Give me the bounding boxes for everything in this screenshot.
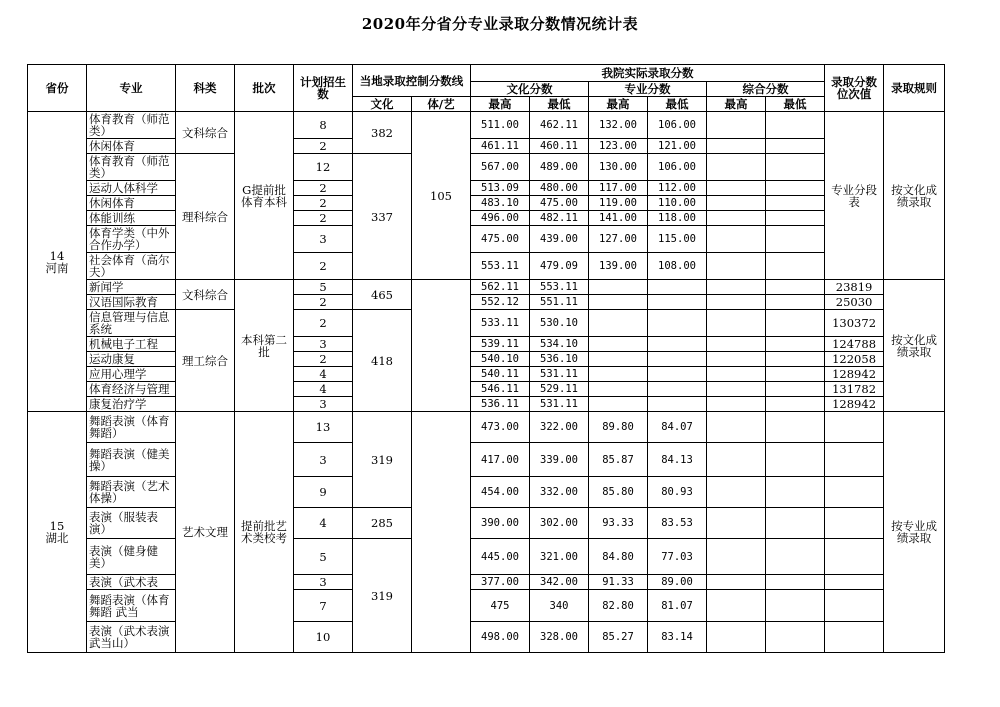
plan-cell: 4 [294, 508, 353, 539]
table-row [28, 112, 945, 139]
culture-min-cell: 439.00 [530, 226, 589, 253]
table-row [28, 352, 945, 367]
rank-cell: 122058 [825, 352, 884, 367]
plan-cell: 4 [294, 382, 353, 397]
rule-cell: 按专业成绩录取 [884, 412, 945, 653]
culture-max-cell: 390.00 [471, 508, 530, 539]
plan-cell: 3 [294, 337, 353, 352]
rank-cell [825, 508, 884, 539]
major-cell: 表演（武术表演 武当山） [87, 622, 176, 653]
header-control-tiyi: 体/艺 [412, 97, 471, 112]
culture-min-cell: 489.00 [530, 154, 589, 181]
province-cell: 15 湖北 [28, 412, 87, 653]
table-row [28, 280, 945, 295]
major-max-cell: 132.00 [589, 112, 648, 139]
composite-min-cell [766, 508, 825, 539]
major-max-cell: 127.00 [589, 226, 648, 253]
province-cell: 14 河南 [28, 112, 87, 412]
table-row [28, 211, 945, 226]
header-culture-min: 最低 [530, 97, 589, 112]
plan-cell: 2 [294, 253, 353, 280]
major-min-cell: 83.53 [648, 508, 707, 539]
control-wenhua-cell: 319 [353, 539, 412, 653]
table-row [28, 575, 945, 590]
plan-cell: 2 [294, 139, 353, 154]
plan-cell: 10 [294, 622, 353, 653]
major-cell: 休闲体育 [87, 139, 176, 154]
rank-cell: 25030 [825, 295, 884, 310]
culture-min-cell: 536.10 [530, 352, 589, 367]
major-max-cell: 119.00 [589, 196, 648, 211]
composite-max-cell [707, 397, 766, 412]
culture-min-cell: 480.00 [530, 181, 589, 196]
composite-min-cell [766, 367, 825, 382]
major-cell: 表演（健身健美） [87, 539, 176, 575]
major-max-cell: 141.00 [589, 211, 648, 226]
control-tiyi-cell [412, 412, 471, 653]
composite-min-cell [766, 622, 825, 653]
table-row [28, 622, 945, 653]
culture-max-cell: 483.10 [471, 196, 530, 211]
plan-cell: 3 [294, 397, 353, 412]
rank-cell: 124788 [825, 337, 884, 352]
table-row [28, 226, 945, 253]
culture-max-cell: 454.00 [471, 477, 530, 508]
culture-max-cell: 553.11 [471, 253, 530, 280]
culture-min-cell: 479.09 [530, 253, 589, 280]
major-max-cell [589, 352, 648, 367]
culture-min-cell: 475.00 [530, 196, 589, 211]
subject-cell: 艺术文理 [176, 412, 235, 653]
composite-max-cell [707, 280, 766, 295]
table-row [28, 508, 945, 539]
header-subject: 科类 [176, 65, 235, 112]
major-max-cell [589, 397, 648, 412]
plan-cell: 2 [294, 295, 353, 310]
plan-cell: 2 [294, 181, 353, 196]
major-max-cell: 85.80 [589, 477, 648, 508]
major-cell: 表演（武术表 [87, 575, 176, 590]
culture-min-cell: 302.00 [530, 508, 589, 539]
major-max-cell [589, 337, 648, 352]
culture-max-cell: 475.00 [471, 226, 530, 253]
table-row [28, 337, 945, 352]
culture-min-cell: 529.11 [530, 382, 589, 397]
composite-min-cell [766, 295, 825, 310]
major-max-cell: 117.00 [589, 181, 648, 196]
major-min-cell: 115.00 [648, 226, 707, 253]
major-max-cell [589, 310, 648, 337]
header-control-line: 当地录取控制分数线 [353, 65, 471, 97]
header-control-wenhua: 文化 [353, 97, 412, 112]
culture-max-cell: 496.00 [471, 211, 530, 226]
culture-min-cell: 530.10 [530, 310, 589, 337]
composite-min-cell [766, 352, 825, 367]
header-culture-score: 文化分数 [471, 82, 589, 97]
culture-min-cell: 534.10 [530, 337, 589, 352]
plan-cell: 2 [294, 211, 353, 226]
major-cell: 社会体育（高尔夫） [87, 253, 176, 280]
major-min-cell: 106.00 [648, 112, 707, 139]
culture-min-cell: 340 [530, 590, 589, 622]
major-cell: 舞蹈表演（体育舞蹈 武当 [87, 590, 176, 622]
major-cell: 体能训练 [87, 211, 176, 226]
batch-cell: 提前批艺术类校考 [235, 412, 294, 653]
culture-max-cell: 511.00 [471, 112, 530, 139]
major-cell: 康复治疗学 [87, 397, 176, 412]
culture-min-cell: 551.11 [530, 295, 589, 310]
subject-cell: 文科综合 [176, 112, 235, 154]
page-title: 2020年分省分专业录取分数情况统计表 [361, 15, 639, 33]
major-cell: 舞蹈表演（体育舞蹈） [87, 412, 176, 443]
culture-max-cell: 546.11 [471, 382, 530, 397]
header-composite-score: 综合分数 [707, 82, 825, 97]
culture-min-cell: 531.11 [530, 367, 589, 382]
major-min-cell: 89.00 [648, 575, 707, 590]
culture-max-cell: 536.11 [471, 397, 530, 412]
header-plan: 计划招生数 [294, 65, 353, 112]
culture-min-cell: 531.11 [530, 397, 589, 412]
culture-max-cell: 540.10 [471, 352, 530, 367]
major-cell: 新闻学 [87, 280, 176, 295]
major-min-cell [648, 295, 707, 310]
table-row [28, 367, 945, 382]
header-major-min: 最低 [648, 97, 707, 112]
major-min-cell: 118.00 [648, 211, 707, 226]
culture-max-cell: 540.11 [471, 367, 530, 382]
culture-min-cell: 339.00 [530, 443, 589, 477]
composite-max-cell [707, 196, 766, 211]
major-max-cell: 84.80 [589, 539, 648, 575]
rank-cell [825, 590, 884, 622]
control-wenhua-cell: 465 [353, 280, 412, 310]
major-min-cell: 84.07 [648, 412, 707, 443]
header-rule: 录取规则 [884, 65, 945, 112]
culture-min-cell: 342.00 [530, 575, 589, 590]
major-max-cell: 123.00 [589, 139, 648, 154]
header-major-max: 最高 [589, 97, 648, 112]
major-cell: 汉语国际教育 [87, 295, 176, 310]
table-row [28, 196, 945, 211]
composite-max-cell [707, 310, 766, 337]
major-min-cell: 81.07 [648, 590, 707, 622]
table-row [28, 181, 945, 196]
table-row [28, 139, 945, 154]
major-cell: 体育教育（师范类） [87, 112, 176, 139]
rank-cell: 131782 [825, 382, 884, 397]
rank-cell: 专业分段表 [825, 112, 884, 280]
composite-min-cell [766, 337, 825, 352]
control-tiyi-cell: 105 [412, 112, 471, 280]
composite-max-cell [707, 181, 766, 196]
major-max-cell: 93.33 [589, 508, 648, 539]
major-min-cell [648, 397, 707, 412]
composite-max-cell [707, 337, 766, 352]
major-max-cell: 91.33 [589, 575, 648, 590]
culture-max-cell: 475 [471, 590, 530, 622]
culture-max-cell: 377.00 [471, 575, 530, 590]
table-row [28, 382, 945, 397]
plan-cell: 8 [294, 112, 353, 139]
major-cell: 应用心理学 [87, 367, 176, 382]
culture-max-cell: 445.00 [471, 539, 530, 575]
composite-max-cell [707, 112, 766, 139]
control-tiyi-cell [412, 280, 471, 412]
composite-max-cell [707, 590, 766, 622]
composite-min-cell [766, 139, 825, 154]
table-row [28, 154, 945, 181]
major-max-cell [589, 367, 648, 382]
major-max-cell: 139.00 [589, 253, 648, 280]
composite-min-cell [766, 397, 825, 412]
composite-min-cell [766, 253, 825, 280]
major-min-cell: 110.00 [648, 196, 707, 211]
culture-min-cell: 321.00 [530, 539, 589, 575]
major-max-cell: 130.00 [589, 154, 648, 181]
major-min-cell: 108.00 [648, 253, 707, 280]
culture-max-cell: 567.00 [471, 154, 530, 181]
culture-max-cell: 461.11 [471, 139, 530, 154]
major-min-cell [648, 367, 707, 382]
plan-cell: 3 [294, 575, 353, 590]
major-min-cell: 84.13 [648, 443, 707, 477]
composite-min-cell [766, 310, 825, 337]
composite-max-cell [707, 295, 766, 310]
major-max-cell [589, 382, 648, 397]
rank-cell: 128942 [825, 397, 884, 412]
composite-max-cell [707, 443, 766, 477]
composite-min-cell [766, 539, 825, 575]
major-min-cell [648, 310, 707, 337]
major-min-cell: 106.00 [648, 154, 707, 181]
rank-cell [825, 412, 884, 443]
plan-cell: 5 [294, 280, 353, 295]
control-wenhua-cell: 382 [353, 112, 412, 154]
major-min-cell [648, 382, 707, 397]
composite-min-cell [766, 196, 825, 211]
plan-cell: 3 [294, 226, 353, 253]
culture-min-cell: 328.00 [530, 622, 589, 653]
header-composite-min: 最低 [766, 97, 825, 112]
plan-cell: 2 [294, 196, 353, 211]
composite-max-cell [707, 139, 766, 154]
composite-min-cell [766, 112, 825, 139]
culture-min-cell: 462.11 [530, 112, 589, 139]
header-rank: 录取分数位次值 [825, 65, 884, 112]
composite-min-cell [766, 443, 825, 477]
composite-max-cell [707, 226, 766, 253]
major-min-cell: 112.00 [648, 181, 707, 196]
table-row [28, 590, 945, 622]
composite-max-cell [707, 412, 766, 443]
header-composite-max: 最高 [707, 97, 766, 112]
subject-cell: 理科综合 [176, 154, 235, 280]
major-max-cell [589, 280, 648, 295]
major-cell: 舞蹈表演（健美操） [87, 443, 176, 477]
control-wenhua-cell: 418 [353, 310, 412, 412]
header-major-score: 专业分数 [589, 82, 707, 97]
major-cell: 表演（服装表演） [87, 508, 176, 539]
culture-min-cell: 482.11 [530, 211, 589, 226]
table-row [28, 295, 945, 310]
plan-cell: 12 [294, 154, 353, 181]
header-batch: 批次 [235, 65, 294, 112]
header-major: 专业 [87, 65, 176, 112]
table-row [28, 397, 945, 412]
culture-max-cell: 498.00 [471, 622, 530, 653]
composite-max-cell [707, 352, 766, 367]
major-min-cell [648, 280, 707, 295]
major-cell: 体育教育（师范类） [87, 154, 176, 181]
rank-cell [825, 443, 884, 477]
rank-cell [825, 575, 884, 590]
batch-cell: 本科第二批 [235, 280, 294, 412]
composite-min-cell [766, 412, 825, 443]
major-min-cell [648, 352, 707, 367]
header-province: 省份 [28, 65, 87, 112]
major-cell: 休闲体育 [87, 196, 176, 211]
rule-cell: 按文化成绩录取 [884, 280, 945, 412]
table-row [28, 412, 945, 443]
culture-min-cell: 322.00 [530, 412, 589, 443]
subject-cell: 文科综合 [176, 280, 235, 310]
plan-cell: 2 [294, 310, 353, 337]
major-min-cell: 77.03 [648, 539, 707, 575]
major-max-cell [589, 295, 648, 310]
culture-max-cell: 513.09 [471, 181, 530, 196]
composite-max-cell [707, 367, 766, 382]
culture-max-cell: 539.11 [471, 337, 530, 352]
composite-min-cell [766, 590, 825, 622]
composite-max-cell [707, 622, 766, 653]
composite-min-cell [766, 154, 825, 181]
composite-min-cell [766, 211, 825, 226]
table-row [28, 443, 945, 477]
culture-max-cell: 562.11 [471, 280, 530, 295]
rank-cell: 23819 [825, 280, 884, 295]
culture-max-cell: 533.11 [471, 310, 530, 337]
rank-cell [825, 477, 884, 508]
major-min-cell [648, 337, 707, 352]
culture-max-cell: 417.00 [471, 443, 530, 477]
batch-cell: G提前批体育本科 [235, 112, 294, 280]
major-cell: 运动康复 [87, 352, 176, 367]
major-min-cell: 80.93 [648, 477, 707, 508]
control-wenhua-cell: 319 [353, 412, 412, 508]
major-cell: 信息管理与信息系统 [87, 310, 176, 337]
subject-cell: 理工综合 [176, 310, 235, 412]
composite-min-cell [766, 477, 825, 508]
composite-max-cell [707, 211, 766, 226]
major-cell: 体育学类（中外合作办学） [87, 226, 176, 253]
major-cell: 机械电子工程 [87, 337, 176, 352]
culture-min-cell: 553.11 [530, 280, 589, 295]
composite-max-cell [707, 253, 766, 280]
major-min-cell: 83.14 [648, 622, 707, 653]
culture-max-cell: 473.00 [471, 412, 530, 443]
rank-cell [825, 622, 884, 653]
plan-cell: 2 [294, 352, 353, 367]
major-max-cell: 82.80 [589, 590, 648, 622]
header-culture-max: 最高 [471, 97, 530, 112]
composite-min-cell [766, 575, 825, 590]
header-actual: 我院实际录取分数 [471, 65, 825, 82]
composite-max-cell [707, 477, 766, 508]
composite-min-cell [766, 181, 825, 196]
major-max-cell: 85.87 [589, 443, 648, 477]
table-row [28, 310, 945, 337]
plan-cell: 9 [294, 477, 353, 508]
culture-min-cell: 460.11 [530, 139, 589, 154]
major-cell: 运动人体科学 [87, 181, 176, 196]
culture-max-cell: 552.12 [471, 295, 530, 310]
table-row [28, 539, 945, 575]
plan-cell: 3 [294, 443, 353, 477]
composite-max-cell [707, 575, 766, 590]
rule-cell: 按文化成绩录取 [884, 112, 945, 280]
control-wenhua-cell: 337 [353, 154, 412, 280]
major-min-cell: 121.00 [648, 139, 707, 154]
composite-min-cell [766, 280, 825, 295]
composite-max-cell [707, 539, 766, 575]
composite-max-cell [707, 154, 766, 181]
plan-cell: 7 [294, 590, 353, 622]
composite-min-cell [766, 382, 825, 397]
major-cell: 舞蹈表演（艺术体操） [87, 477, 176, 508]
major-cell: 体育经济与管理 [87, 382, 176, 397]
plan-cell: 5 [294, 539, 353, 575]
composite-max-cell [707, 508, 766, 539]
plan-cell: 13 [294, 412, 353, 443]
major-max-cell: 89.80 [589, 412, 648, 443]
rank-cell [825, 539, 884, 575]
admission-score-table [27, 64, 945, 653]
rank-cell: 130372 [825, 310, 884, 337]
composite-max-cell [707, 382, 766, 397]
table-row [28, 253, 945, 280]
control-wenhua-cell: 285 [353, 508, 412, 539]
plan-cell: 4 [294, 367, 353, 382]
table-row [28, 477, 945, 508]
composite-min-cell [766, 226, 825, 253]
culture-min-cell: 332.00 [530, 477, 589, 508]
rank-cell: 128942 [825, 367, 884, 382]
major-max-cell: 85.27 [589, 622, 648, 653]
